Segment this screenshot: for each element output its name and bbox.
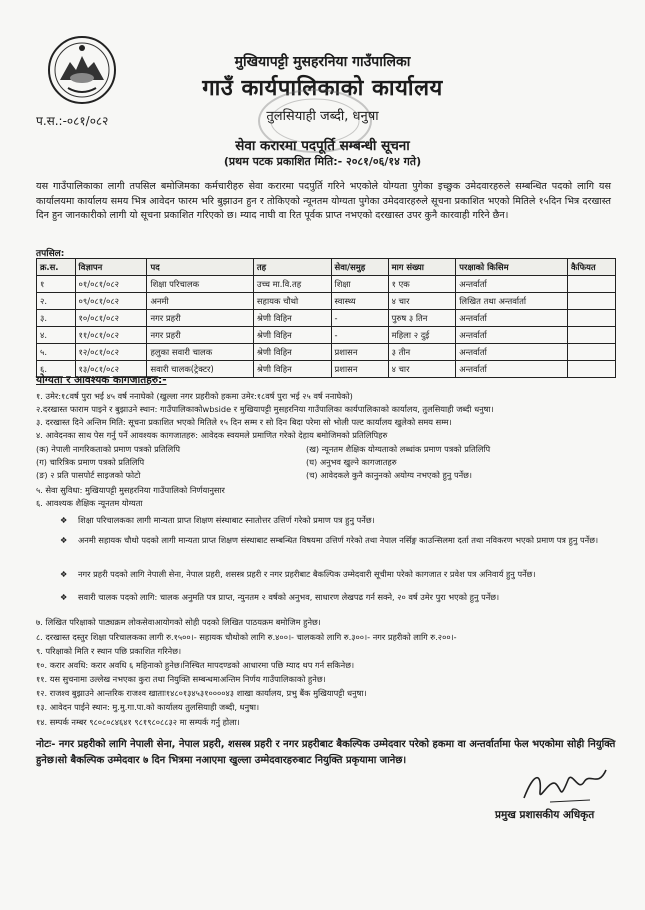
requirement-item: १२. राजश्व बुझाउने आन्तरिक राजश्व खाताः१४८०१३४५३१००००४३ शाखा कार्यालय, प्रभु बैंक मुखियापट्टी धनुषा। — [36, 688, 367, 698]
cell: अनमी — [147, 293, 253, 310]
requirement-item: ३. दरखास्त दिने अन्तिम मिति: सूचना प्रकाशित भएको मितिले १५ दिन सम्म र सो दिन बिदा परेमा सो भोली पल्ट कार्यालय खुलेको समय सम्म। — [36, 417, 452, 427]
cell: श्रेणी विहिन — [253, 344, 331, 361]
document-item: (ङ) २ प्रति पासपोर्ट साइजको फोटो — [36, 470, 141, 480]
requirement-item: ७. लिखित परिक्षाको पाठ्यक्रम लोकसेवाआयोगको सोही पदको लिखित पाठयक्रम बमोजिम हुनेछ। — [36, 617, 321, 627]
cell: नगर प्रहरी — [147, 327, 253, 344]
col-header: विज्ञापन — [75, 259, 147, 276]
cell: अन्तर्वार्ता — [456, 361, 568, 378]
diamond-bullet-icon: ❖ — [60, 569, 68, 579]
published-date: (प्रथम पटक प्रकाशित मिति:- २०८१/०६/१४ गते) — [223, 155, 422, 168]
cell: उच्च मा.वि.तह — [253, 276, 331, 293]
vacancy-table — [36, 258, 616, 378]
table-row — [37, 310, 616, 327]
documents-row — [36, 456, 596, 469]
qualification-bullet — [60, 514, 620, 527]
cell: - — [331, 327, 388, 344]
requirement-item: ११. यस सुचनामा उल्लेख नभएका कुरा तथा नियुक्ति सम्बन्धमाअन्तिम निर्णय गाउँपालिकाको हुनेछ। — [36, 674, 326, 684]
cell: स्वास्थ्य — [331, 293, 388, 310]
cell: महिला २ दुई — [388, 327, 456, 344]
cell — [567, 344, 615, 361]
document-item: (ख) न्यूनतम शैक्षिक योग्यताको लब्धांक प्रमाण पत्रको प्रतिलिपि — [306, 444, 491, 454]
reference-number: प.स.:-०८१/०८२ — [36, 114, 109, 128]
cell: प्रशासन — [331, 344, 388, 361]
table-row — [37, 327, 616, 344]
cell: ०१/०८१/०८२ — [75, 276, 147, 293]
requirement-item: १४. सम्पर्क नम्बर ९८०८०८४६४१ ९८१९८०८८३२ मा सम्पर्क गर्नु होला। — [36, 717, 240, 727]
requirement-item: ५. सेवा सुविधा: मुखियापट्टी मुसहरनिया गाउँपालिको निर्णयानुसार — [36, 485, 225, 495]
documents-row — [36, 443, 596, 456]
table-row — [37, 276, 616, 293]
cell — [567, 361, 615, 378]
signature-icon — [520, 762, 610, 808]
notice-subject: सेवा करारमा पदपूर्ति सम्बन्धी सूचना — [235, 138, 410, 154]
qualification-text: सवारी चालक पदको लागि: चालक अनुमति पत्र प्राप्त, न्युनतम २ वर्षको अनुभव, साधारण लेखपढ गर्न सक्ने, २० वर्ष उमेर पुरा भएको हुनु पर्नेछ। — [78, 592, 500, 602]
cell: ४. — [37, 327, 76, 344]
table-caption: तपसिल: — [36, 249, 65, 259]
table-row — [37, 344, 616, 361]
cell: श्रेणी विहिन — [253, 310, 331, 327]
diamond-bullet-icon: ❖ — [60, 535, 68, 545]
cell: अन्तर्वार्ता — [456, 344, 568, 361]
diamond-bullet-icon: ❖ — [60, 592, 68, 602]
cell: ११/०८१/०८२ — [75, 327, 147, 344]
office-title: गाउँ कार्यपालिकाको कार्यालय — [202, 76, 443, 101]
cell: श्रेणी विहिन — [253, 327, 331, 344]
document-item: (क) नेपाली नागरिकताको प्रमाण पत्रको प्रतिलिपि — [36, 444, 180, 454]
table-header-row — [37, 259, 616, 276]
qualification-bullet — [60, 534, 620, 547]
qualification-text: शिक्षा परिचालकका लागी मान्यता प्राप्त शिक्षण संस्थाबाट स्नातोत्तर उत्तिर्ण गरेको प्रमाण पत्र हुनु पर्नेछ। — [78, 515, 375, 525]
cell: अन्तर्वार्ता — [456, 310, 568, 327]
cell: ३. — [37, 310, 76, 327]
notice-note: नोटः- नगर प्रहरीको लागि नेपाली सेना, नेपाल प्रहरी, शसस्त्र प्रहरी र नगर प्रहरीबाट बैकल्पिक उम्मेदवार परेको हकमा वा अन्तर्वार्तामा फेल भएकोमा सोही नियुक्ति हुनेछ।सो बैकल्पिक उम्मेदवार ७ दिन भित्रमा नआएमा खुल्ला उम्मेदवारहरुबाट नियुक्ति प्रकृयामा जानेछ। — [36, 739, 616, 766]
municipality-name: मुखियापट्टी मुसहरनिया गाउँपालिका — [234, 54, 411, 70]
col-header: परक्षाको किसिम — [456, 259, 568, 276]
cell: ६. — [37, 361, 76, 378]
signer-title: प्रमुख प्रशासकीय अधिकृत — [495, 809, 595, 821]
cell: नगर प्रहरी — [147, 310, 253, 327]
cell: - — [331, 310, 388, 327]
cell: ३ तीन — [388, 344, 456, 361]
requirement-item: १३. आवेदन पाईने स्थान: मु.मु.गा.पा.को कार्यालय तुलसियाही जब्दी, धनुषा। — [36, 702, 260, 712]
cell — [567, 310, 615, 327]
cell: १०/०८१/०८२ — [75, 310, 147, 327]
requirement-item: ६. आवश्यक शैक्षिक न्यूनतम योग्यता — [36, 498, 143, 508]
cell: ०९/०८१/०८२ — [75, 293, 147, 310]
document-item: (च) आवेदकले कुनै कानुनको अयोग्य नभएको हुनु पर्नेछ। — [306, 470, 472, 480]
documents-list — [36, 443, 596, 482]
col-header: माग संख्या — [388, 259, 456, 276]
diamond-bullet-icon: ❖ — [60, 515, 68, 525]
documents-row — [36, 469, 596, 482]
cell: शिक्षा परिचालक — [147, 276, 253, 293]
cell: १२/०८१/०८२ — [75, 344, 147, 361]
cell: प्रशासन — [331, 361, 388, 378]
cell: १ — [37, 276, 76, 293]
cell: श्रेणी विहिन — [253, 361, 331, 378]
cell — [567, 327, 615, 344]
col-header: पद — [147, 259, 253, 276]
cell: ४ चार — [388, 293, 456, 310]
cell: शिक्षा — [331, 276, 388, 293]
cell: पुरुष ३ तिन — [388, 310, 456, 327]
qualification-text: नगर प्रहरी पदको लागि नेपाली सेना, नेपाल प्रहरी, शसस्त्र प्रहरी र नगर प्रहरीबाट बैकल्पिक उम्मेदवारी सूचीमा परेको कागजात र प्रवेश पत्र अनिवार्य हुनु पर्नेछ। — [78, 569, 536, 579]
requirement-item: ४. आवेदनका साथ पेस गर्नु पर्ने आवश्यक कागजातहरु: आवेदक स्वयमले प्रमाणित गरेको देहाय बमोजिमको प्रतिलिपिहरु — [36, 430, 388, 440]
cell: हलुका सवारी चालक — [147, 344, 253, 361]
col-header: सेवा/समुह — [331, 259, 388, 276]
qualification-bullet — [60, 568, 620, 581]
document-item: (ग) चारित्रिक प्रमाण पत्रको प्रतिलिपि — [36, 457, 145, 467]
cell: सहायक चौथो — [253, 293, 331, 310]
document-item: (घ) अनुभव खुल्ने कागजातहरु — [306, 457, 397, 467]
cell: ५. — [37, 344, 76, 361]
cell: २. — [37, 293, 76, 310]
requirement-item: २.दरखास्त फाराम पाइने र बुझाउने स्थान: गाउँपालिकाकोwbside र मुखियापट्टी मुसहरनिया गाउँपालिका कार्यपालिकाको कार्यालय, तुलसियाही जब्दी धनुषा। — [36, 404, 494, 414]
cell: १ एक — [388, 276, 456, 293]
intro-paragraph: यस गाउँपालिकाका लागी तपसिल बमोजिमका कर्मचारीहरु सेवा करारमा पदपुर्ति गरिने भएकोले योग्यता पुगेका इच्छुक उमेदवारहरुले सम्बन्धित पदको लागि यस कार्यालयमा कार्यालय समय भित्र आवेदन फारम भरि बुझाउन हुन र तोकिएको न्यूनतम योग्यता पुगेका उमेदवारहरुले सूचना प्रकाशित भएको मितिले १५दिन भित्र दरखास्त दिन हुन जानकारीको लागी यो सूचना प्रकाशित गरिएको छ। म्याद नाघी वा रित पूर्वक प्राप्त नभएको दरखास्त उपर कुनै कारवाही गरिने छैन। — [36, 181, 611, 221]
requirements-heading: योग्यता र आवश्यक कागजातहरु:- — [36, 374, 167, 386]
requirement-item: १०. करार अवधि: करार अवधि ६ महिनाको हुनेछ।निस्चित मापदण्डको आधारमा पछि म्याद थप गर्न सकिनेछ। — [36, 660, 355, 670]
cell: लिखित तथा अन्तर्वार्ता — [456, 293, 568, 310]
office-address: तुलसियाही जब्दी, धनुषा — [266, 109, 379, 124]
cell: १३/०८१/०८२ — [75, 361, 147, 378]
table-row — [37, 293, 616, 310]
requirement-item: ८. दरखास्त दस्तुर शिक्षा परिचालकका लागी रु.१५००।- सहायक चौथोको लागि रु.४००।- चालकको लागि रु.३००।- नगर प्रहरीको लागि रु.२००।- — [36, 632, 457, 642]
qualification-bullet — [60, 591, 620, 604]
requirement-item: ९. परिक्षाको मिति र स्थान पछि प्रकाशित गरिनेछ। — [36, 646, 182, 656]
cell: सवारी चालक(ट्रेक्टर) — [147, 361, 253, 378]
cell: अन्तर्वार्ता — [456, 327, 568, 344]
qualification-text: अनमी सहायक चौथो पदको लागी मान्यता प्राप्त शिक्षण संस्थाबाट सम्बन्धित विषयमा उत्तिर्ण गरेको तथा नेपाल नर्सिङ्ग काउन्सिलमा दर्ता तथा नविकरण भएको प्रमाण पत्र हुनु पर्नेछ। — [78, 535, 599, 545]
cell — [567, 293, 615, 310]
requirement-item: १. उमेर:१८वर्ष पुरा भई ४५ वर्ष ननाघेको (खुल्ला नगर प्रहरीको हकमा उमेर:१८वर्ष पुरा भई २५ वर्ष ननाघेको) — [36, 391, 353, 401]
col-header: कैफियत — [567, 259, 615, 276]
col-header: क्र.स. — [37, 259, 76, 276]
cell: ४ चार — [388, 361, 456, 378]
cell: अन्तर्वार्ता — [456, 276, 568, 293]
col-header: तह — [253, 259, 331, 276]
cell — [567, 276, 615, 293]
